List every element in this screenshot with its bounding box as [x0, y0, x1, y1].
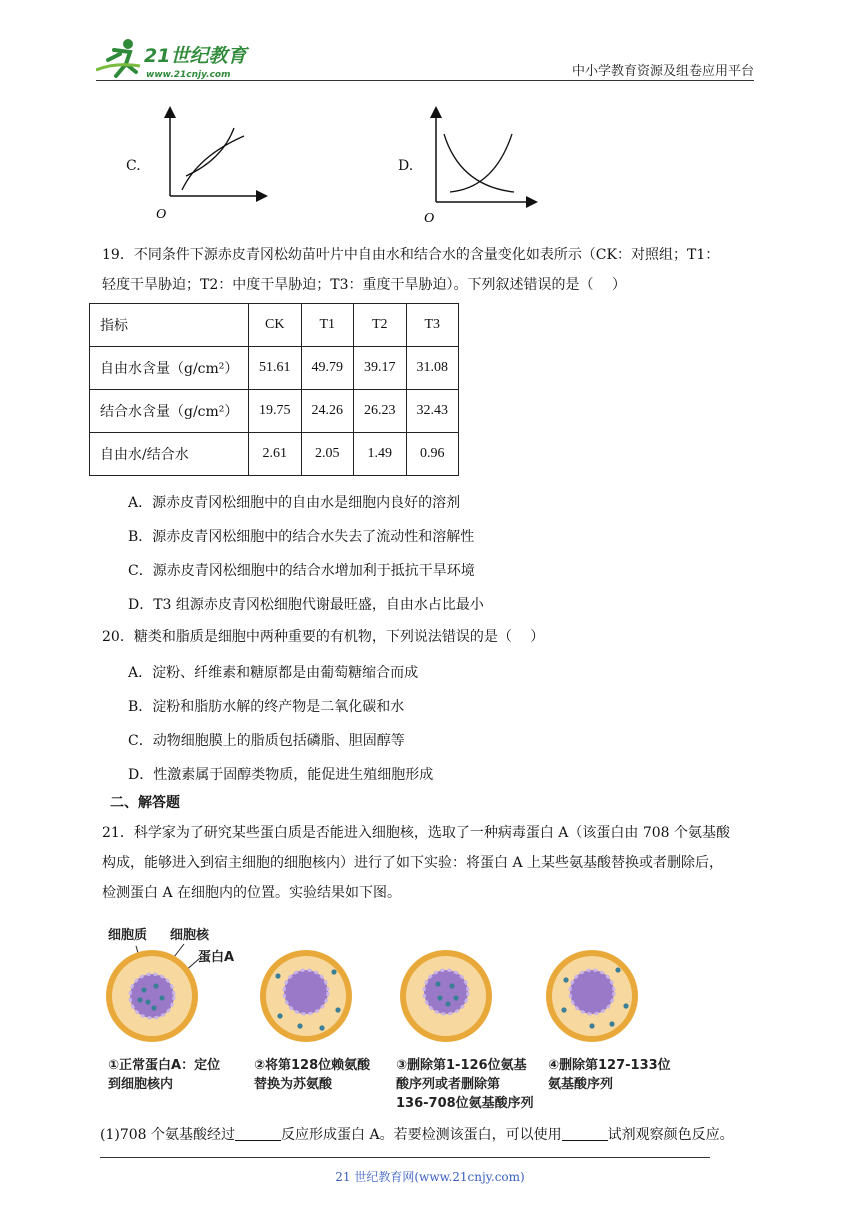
table-cell: 2.05 [301, 433, 354, 476]
caption-4 [548, 1056, 671, 1094]
caption-2-line: 替换为苏氨酸 [254, 1077, 333, 1092]
table-header-cell: T1 [301, 304, 354, 347]
site-logo [96, 36, 266, 82]
table-header-cell: CK [249, 304, 302, 347]
q21-line2: 构成，能够进入到宿主细胞的细胞核内）进行了如下实验：将蛋白 A 上某些氨基酸替换或者删除后， [102, 855, 724, 871]
label-nucleus: 细胞核 [170, 928, 210, 943]
q19-stem-line1: 19．不同条件下源赤皮青冈松幼苗叶片中自由水和结合水的含量变化如表所示（CK：对照组；T1： [102, 247, 720, 263]
caption-4-line: 氨基酸序列 [548, 1077, 614, 1092]
table-cell: 32.43 [406, 390, 459, 433]
runner-icon [96, 39, 140, 76]
caption-2 [254, 1056, 370, 1094]
graph-d-curve-rising [450, 134, 512, 192]
graph-c-curve-1 [182, 136, 244, 190]
q20-stem: 20．糖类和脂质是细胞中两种重要的有机物，下列说法错误的是（ ） [102, 629, 545, 645]
header-platform-text: 中小学教育资源及组卷应用平台 [571, 64, 754, 79]
q19-table [89, 303, 459, 476]
q21-sub1-text-2: 反应形成蛋白 A。若要检测该蛋白，可以使用 [281, 1127, 562, 1143]
table-cell: 49.79 [301, 347, 354, 390]
graph-d [420, 106, 540, 226]
table-cell: 19.75 [249, 390, 302, 433]
option-d-label: D. [398, 158, 414, 174]
label-cytoplasm: 细胞质 [108, 928, 148, 943]
graph-d-origin: O [424, 211, 435, 226]
table-header-cell: 指标 [90, 304, 249, 347]
q21-sub1 [100, 1120, 780, 1150]
header-divider [96, 80, 754, 81]
cell-diagram-1 [96, 940, 246, 1050]
table-cell: 结合水含量（g/cm²） [90, 390, 249, 433]
section-heading: 二、解答题 [110, 795, 180, 811]
q19-option-a[interactable]: A．源赤皮青冈松细胞中的自由水是细胞内良好的溶剂 [128, 495, 461, 511]
table-cell: 2.61 [249, 433, 302, 476]
q19-stem [102, 240, 762, 300]
caption-3 [396, 1056, 534, 1113]
caption-3-line: ③删除第1-126位氨基 [396, 1058, 527, 1073]
option-c-label: C. [126, 158, 141, 174]
q20-option-d[interactable]: D．性激素属于固醇类物质，能促进生殖细胞形成 [128, 767, 434, 783]
logo-url: www.21cnjy.com [146, 70, 231, 80]
label-protein-a: 蛋白A [198, 950, 235, 965]
graph-c-origin: O [156, 207, 167, 222]
caption-4-line: ④删除第127-133位 [548, 1058, 671, 1073]
cell-diagram-3 [390, 940, 540, 1050]
answer-blank-1[interactable] [235, 1126, 281, 1141]
table-cell: 自由水含量（g/cm²） [90, 347, 249, 390]
graph-c-curve-2 [186, 128, 234, 176]
q21-line3: 检测蛋白 A 在细胞内的位置。实验结果如下图。 [102, 885, 402, 901]
footer-divider [100, 1157, 710, 1158]
q19-stem-line2: 轻度干旱胁迫；T2：中度干旱胁迫；T3：重度干旱胁迫）。下列叙述错误的是（ ） [102, 277, 626, 293]
caption-3-line: 酸序列或者删除第 [396, 1077, 501, 1092]
q21-sub1-text-1: (1)708 个氨基酸经过 [100, 1127, 236, 1143]
graph-d-curve-falling [444, 134, 514, 192]
q21-line1: 21．科学家为了研究某些蛋白质是否能进入细胞核，选取了一种病毒蛋白 A（该蛋白由 708 个氨基酸 [102, 825, 730, 841]
q19-option-d[interactable]: D．T3 组源赤皮青冈松细胞代谢最旺盛，自由水占比最小 [128, 597, 484, 613]
logo-text: 21世纪教育 [144, 45, 247, 67]
table-cell: 51.61 [249, 347, 302, 390]
q21-stem [102, 818, 762, 908]
cell-diagram-2 [250, 940, 400, 1050]
table-header-cell: T3 [406, 304, 459, 347]
table-cell: 39.17 [354, 347, 407, 390]
table-cell: 1.49 [354, 433, 407, 476]
caption-1 [108, 1056, 220, 1094]
table-row [90, 347, 459, 390]
footer-link[interactable]: 21 世纪教育网(www.21cnjy.com) [335, 1170, 525, 1184]
table-cell: 0.96 [406, 433, 459, 476]
table-row [90, 433, 459, 476]
table-cell: 自由水/结合水 [90, 433, 249, 476]
caption-1-line: ①正常蛋白A：定位 [108, 1058, 221, 1073]
graph-c [150, 106, 270, 222]
table-cell: 24.26 [301, 390, 354, 433]
answer-blank-2[interactable] [562, 1126, 608, 1141]
table-cell: 31.08 [406, 347, 459, 390]
q20-option-b[interactable]: B．淀粉和脂肪水解的终产物是二氧化碳和水 [128, 699, 405, 715]
caption-1-line: 到细胞核内 [108, 1077, 174, 1092]
table-row [90, 390, 459, 433]
q20-option-c[interactable]: C．动物细胞膜上的脂质包括磷脂、胆固醇等 [128, 733, 405, 749]
q21-sub1-text-3: 试剂观察颜色反应。 [607, 1127, 734, 1143]
table-header-cell: T2 [354, 304, 407, 347]
q20-option-a[interactable]: A．淀粉、纤维素和糖原都是由葡萄糖缩合而成 [128, 665, 419, 681]
q19-option-c[interactable]: C．源赤皮青冈松细胞中的结合水增加利于抵抗干旱环境 [128, 563, 475, 579]
caption-2-line: ②将第128位赖氨酸 [254, 1058, 371, 1073]
q19-option-b[interactable]: B．源赤皮青冈松细胞中的结合水失去了流动性和溶解性 [128, 529, 475, 545]
table-cell: 26.23 [354, 390, 407, 433]
cell-diagram-4 [536, 940, 686, 1050]
caption-3-line: 136-708位氨基酸序列 [396, 1096, 534, 1111]
table-header-row [90, 304, 459, 347]
